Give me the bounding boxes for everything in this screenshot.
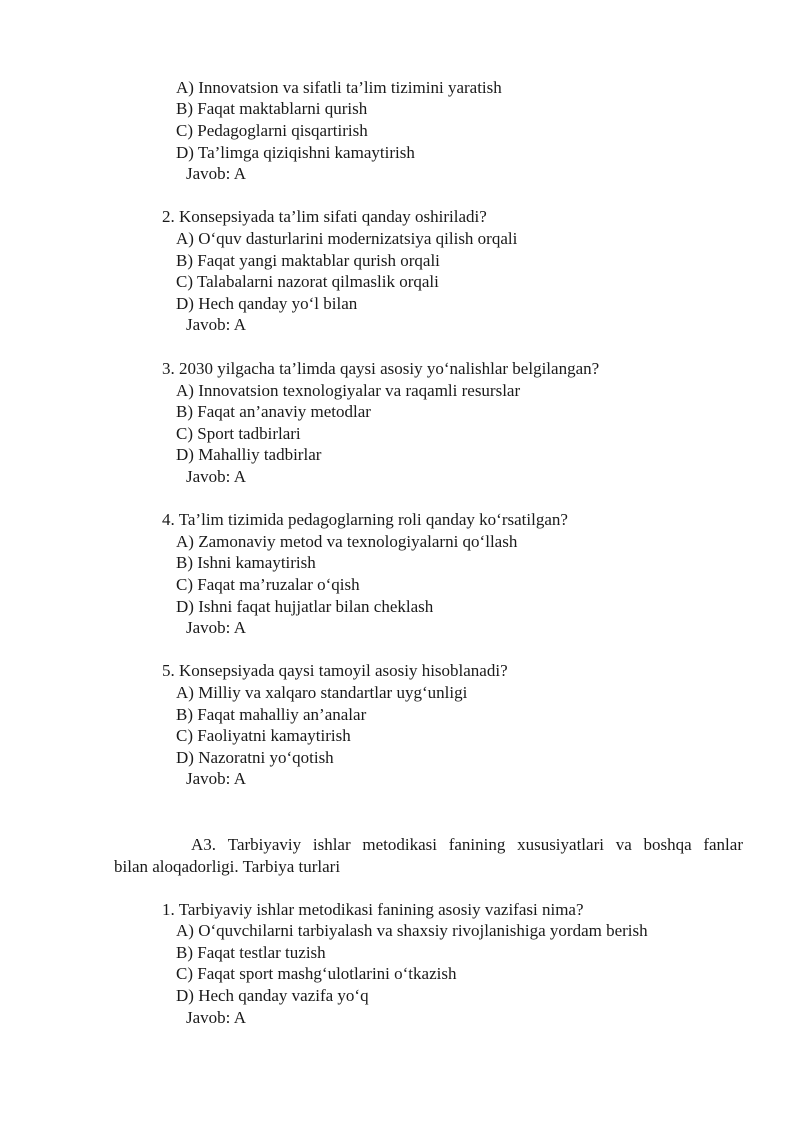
- question-text: 2. Konsepsiyada ta’lim sifati qanday oshiriladi?: [162, 207, 487, 226]
- heading-word: Tarbiyaviy: [227, 835, 302, 854]
- option-a: A) O‘quvchilarni tarbiyalash va shaxsiy rivojlanishiga yordam berish: [176, 921, 648, 940]
- option-d: D) Mahalliy tadbirlar: [176, 445, 322, 464]
- heading-word: A3.: [191, 835, 217, 854]
- answer-line: Javob: A: [186, 618, 246, 637]
- option-a: A) O‘quv dasturlarini modernizatsiya qilish orqali: [176, 229, 518, 248]
- option-a: A) Innovatsion va sifatli ta’lim tizimini yaratish: [176, 78, 502, 97]
- answer-line: Javob: A: [186, 164, 246, 183]
- option-d: D) Ta’limga qiziqishni kamaytirish: [176, 143, 415, 162]
- heading-word: fanlar: [703, 835, 743, 854]
- heading-word: metodikasi: [362, 835, 437, 854]
- question-text: 4. Ta’lim tizimida pedagoglarning roli qanday ko‘rsatilgan?: [162, 510, 568, 529]
- option-d: D) Hech qanday yo‘l bilan: [176, 294, 358, 313]
- question-text: 3. 2030 yilgacha ta’limda qaysi asosiy yo‘nalishlar belgilangan?: [162, 359, 600, 378]
- section-heading-continuation: bilan aloqadorligi. Tarbiya turlari: [114, 857, 341, 876]
- option-d: D) Nazoratni yo‘qotish: [176, 748, 334, 767]
- option-b: B) Faqat testlar tuzish: [176, 943, 326, 962]
- heading-word: xususiyatlari: [517, 835, 604, 854]
- option-c: C) Talabalarni nazorat qilmaslik orqali: [176, 272, 439, 291]
- option-b: B) Ishni kamaytirish: [176, 553, 316, 572]
- option-d: D) Ishni faqat hujjatlar bilan cheklash: [176, 597, 434, 616]
- heading-word: fanining: [448, 835, 506, 854]
- answer-line: Javob: A: [186, 769, 246, 788]
- answer-line: Javob: A: [186, 467, 246, 486]
- option-b: B) Faqat mahalliy an’analar: [176, 705, 367, 724]
- heading-word: boshqa: [643, 835, 692, 854]
- option-c: C) Faqat sport mashg‘ulotlarini o‘tkazish: [176, 964, 457, 983]
- question-text: 1. Tarbiyaviy ishlar metodikasi fanining asosiy vazifasi nima?: [162, 900, 584, 919]
- option-a: A) Innovatsion texnologiyalar va raqamli resurslar: [176, 381, 521, 400]
- answer-line: Javob: A: [186, 315, 246, 334]
- question-text: 5. Konsepsiyada qaysi tamoyil asosiy hisoblanadi?: [162, 661, 508, 680]
- option-b: B) Faqat maktablarni qurish: [176, 99, 368, 118]
- answer-line: Javob: A: [186, 1008, 246, 1027]
- option-c: C) Sport tadbirlari: [176, 424, 301, 443]
- option-c: C) Faqat ma’ruzalar o‘qish: [176, 575, 360, 594]
- option-a: A) Zamonaviy metod va texnologiyalarni qo‘llash: [176, 532, 518, 551]
- option-c: C) Faoliyatni kamaytirish: [176, 726, 351, 745]
- option-c: C) Pedagoglarni qisqartirish: [176, 121, 368, 140]
- option-d: D) Hech qanday vazifa yo‘q: [176, 986, 369, 1005]
- heading-word: ishlar: [312, 835, 351, 854]
- option-b: B) Faqat an’anaviy metodlar: [176, 402, 371, 421]
- heading-word: va: [615, 835, 632, 854]
- option-b: B) Faqat yangi maktablar qurish orqali: [176, 251, 440, 270]
- option-a: A) Milliy va xalqaro standartlar uyg‘unligi: [176, 683, 468, 702]
- section-heading: [191, 834, 743, 856]
